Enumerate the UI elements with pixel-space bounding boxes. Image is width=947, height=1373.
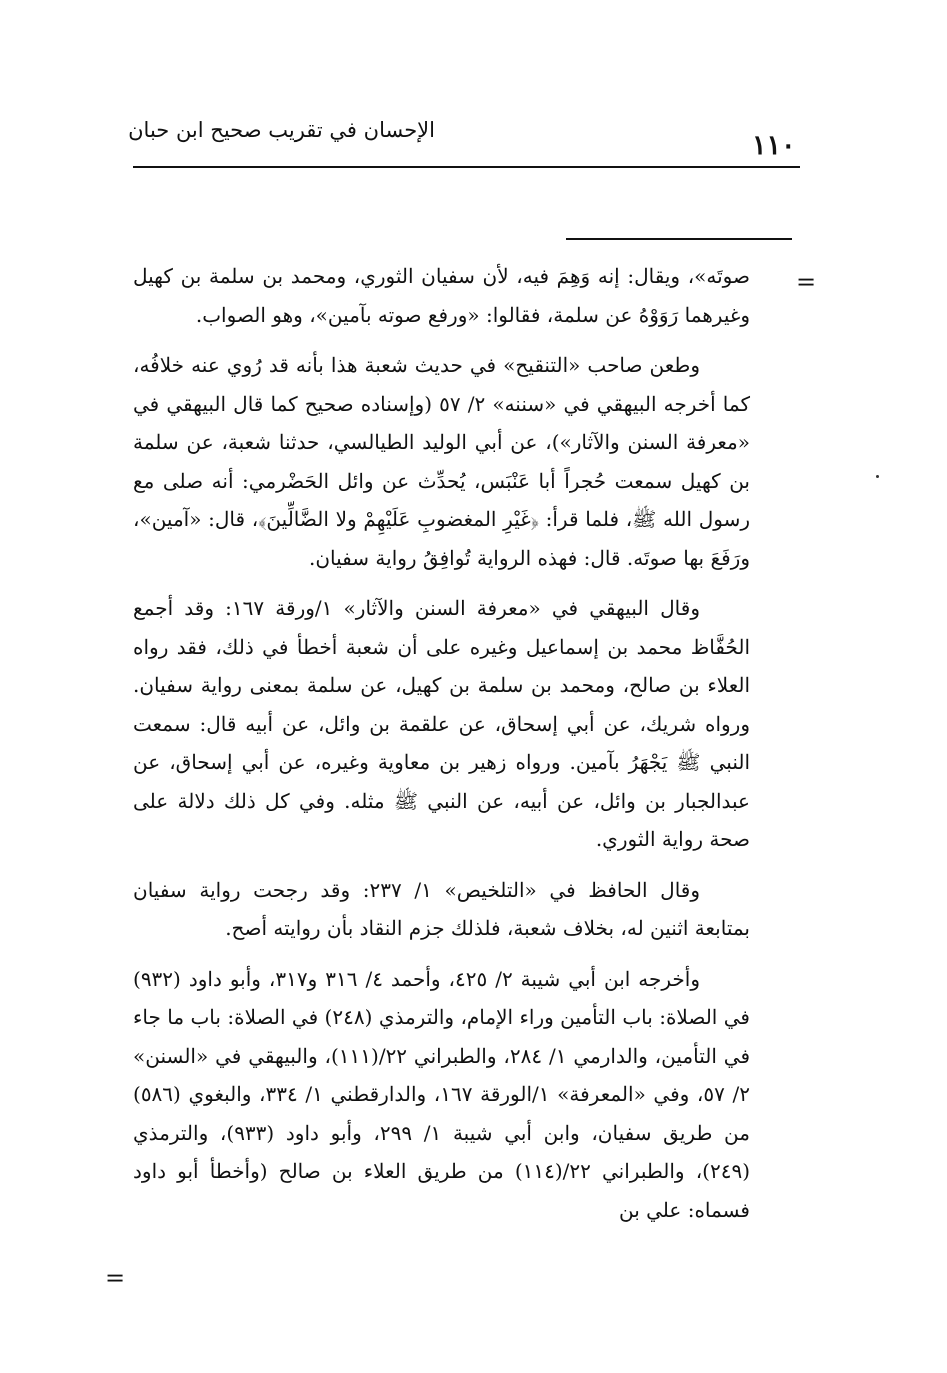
paragraph-4: وقال الحافظ في «التلخيص» ١/ ٢٣٧: وقد رجحت رواية سفيان بمتابعة اثنين له، بخلاف شعبة، فلذلك جزم النقاد بأن روايته أصح.	[133, 877, 750, 940]
footnote-separator-rule	[566, 238, 792, 240]
paragraph-2: وطعن صاحب «التنقيح» في حديث شعبة هذا بأنه قد رُوي عنه خلافُه، كما أخرجه البيهقي في «سننه» ٢/ ٥٧ (وإسناده صحيح كما قال البيهقي في «معرفة السنن والآثار»)، عن أبي الوليد الطيالسي، حدثنا شعبة، عن سلمة بن كهيل سمعت حُجراً أبا عَنْبَس، يُحدِّث عن وائل الحَضْرمي: أنه صلى مع رسول الله ﷺ، فلما قرأ: ﴿غَيْرِ المغضوبِ عَلَيْهِمْ ولا الضَّالِّينَ﴾، قال: «آمين»، ورَفَعَ بها صوتَه. قال: فهذه الرواية تُوافِقُ رواية سفيان.	[133, 353, 750, 570]
footnote-body	[133, 257, 750, 1241]
running-title: الإحسان في تقريب صحيح ابن حبان	[128, 118, 435, 142]
page-number: ١١٠	[752, 130, 796, 161]
paragraph-1: صوتَه»، ويقال: إنه وَهِمَ فيه، لأن سفيان الثوري، ومحمد بن سلمة بن كهيل وغيرهما رَوَوْهُ عن سلمة، فقالوا: «ورفع صوته بآمين»، وهو الصواب.	[133, 264, 750, 327]
margin-dot	[876, 475, 879, 478]
header-rule	[133, 166, 800, 168]
paragraph-3: وقال البيهقي في «معرفة السنن والآثار» ١/ورقة ١٦٧: وقد أجمع الحُفَّاظ محمد بن إسماعيل وغيره على أن شعبة أخطأ في ذلك، فقد رواه العلاء بن صالح، ومحمد بن سلمة بن كهيل، عن سلمة بمعنى رواية سفيان. ورواه شريك، عن أبي إسحاق، عن علقمة بن وائل، عن أبيه قال: سمعت النبي ﷺ يَجْهَرُ بآمين. ورواه زهير بن معاوية وغيره، عن أبي إسحاق، عن عبدالجبار بن وائل، عن أبيه، عن النبي ﷺ مثله. وفي كل ذلك دلالة على صحة رواية الثوري.	[133, 596, 750, 851]
continuation-mark-top: =	[796, 268, 817, 296]
continuation-mark-bottom: =	[105, 1264, 126, 1292]
paragraph-5: وأخرجه ابن أبي شيبة ٢/ ٤٢٥، وأحمد ٤/ ٣١٦ و٣١٧، وأبو داود (٩٣٢) في الصلاة: باب التأمين وراء الإمام، والترمذي (٢٤٨) في الصلاة: باب ما جاء في التأمين، والدارمي ١/ ٢٨٤، والطبراني ٢٢/(١١١)، والبيهقي في «السنن» ٢/ ٥٧، وفي «المعرفة» ١/الورقة ١٦٧، والدارقطني ١/ ٣٣٤، والبغوي (٥٨٦) من طريق سفيان، وابن أبي شيبة ١/ ٢٩٩، وأبو داود (٩٣٣)، والترمذي (٢٤٩)، والطبراني ٢٢/(١١٤) من طريق العلاء بن صالح (وأخطأ أبو داود فسماه: علي بن	[133, 966, 751, 1222]
